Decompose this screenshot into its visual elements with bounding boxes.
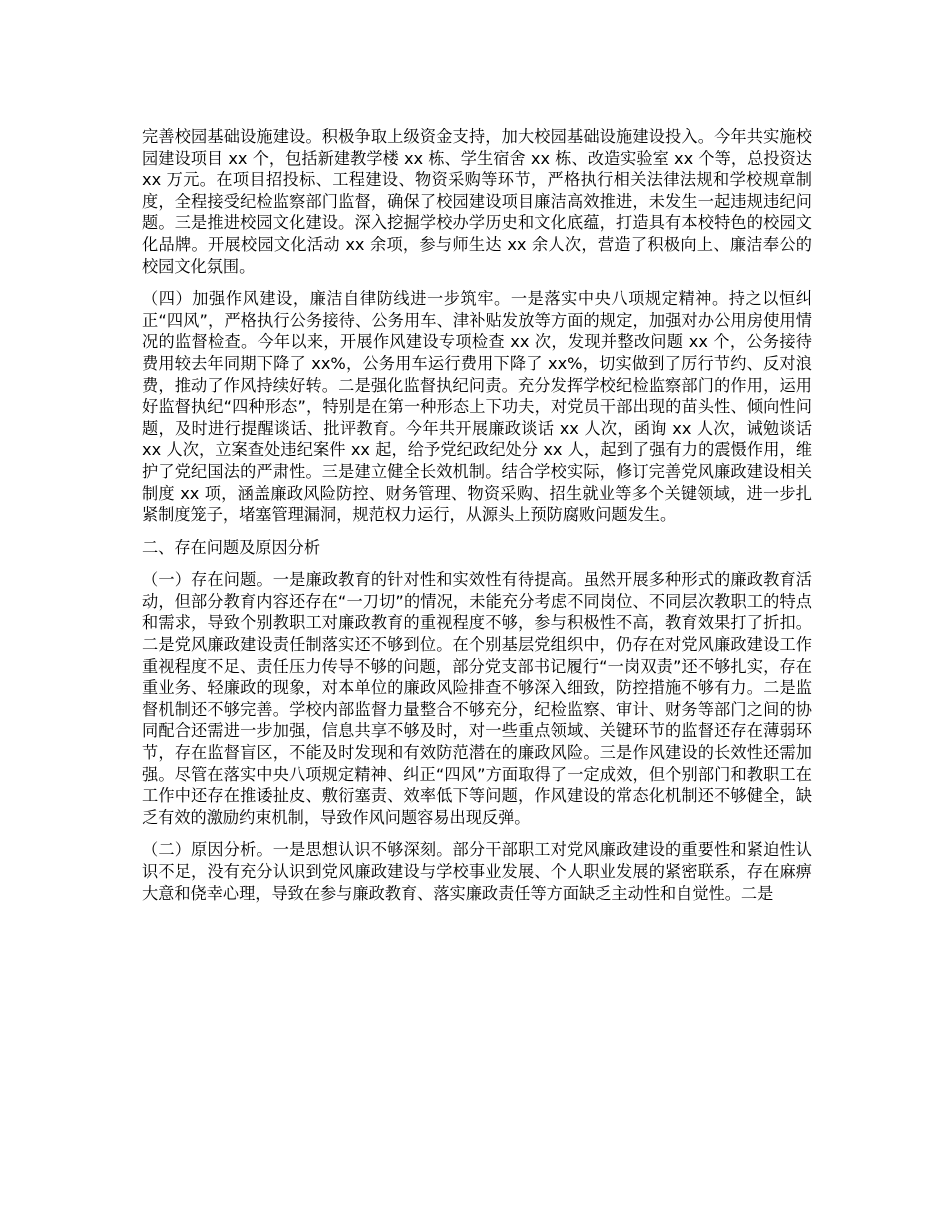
section-heading: 二、存在问题及原因分析 <box>142 537 321 557</box>
paragraph-cause-analysis: （二）原因分析。一是思想认识不够深刻。部分干部职工对党风廉政建设的重要性和紧迫性认识不足，没有充分认识到党风廉政建设与学校事业发展、个人职业发展的紧密联系，存在麻痹大意和侥幸心理，导致在参与廉政教育、落实廉政责任等方面缺乏主动性和自觉性。二是 <box>142 840 812 903</box>
paragraph-campus-construction: 完善校园基础设施建设。积极争取上级资金支持，加大校园基础设施建设投入。今年共实施校园建设项目 xx 个，包括新建教学楼 xx 栋、学生宿舍 xx 栋、改造实验室 xx 个等，总投资达 xx 万元。在项目招投标、工程建设、物资采购等环节，严格执行相关法律法规和学校规章制度，全程接受纪检监察部门监督，确保了校园建设项目廉洁高效推进，未发生一起违规违纪问题。三是推进校园文化建设。深入挖掘学校办学历史和文化底蕴，打造具有本校特色的校园文化品牌。开展校园文化活动 xx 余项，参与师生达 xx 余人次，营造了积极向上、廉洁奉公的校园文化氛围。 <box>142 127 812 276</box>
paragraph-work-style: （四）加强作风建设，廉洁自律防线进一步筑牢。一是落实中央八项规定精神。持之以恒纠正“四风”，严格执行公务接待、公务用车、津补贴发放等方面的规定，加强对办公用房使用情况的监督检查。今年以来，开展作风建设专项检查 xx 次，发现并整改问题 xx 个，公务接待费用较去年同期下降了 xx%，公务用车运行费用下降了 xx%，切实做到了厉行节约、反对浪费，推动了作风持续好转。二是强化监督执纪问责。充分发挥学校纪检监察部门的作用，运用好监督执纪“四种形态”，特别是在第一种形态上下功夫，对党员干部出现的苗头性、倾向性问题，及时进行提醒谈话、批评教育。今年共开展廉政谈话 xx 人次，函询 xx 人次，诫勉谈话 xx 人次，立案查处违纪案件 xx 起，给予党纪政纪处分 xx 人，起到了强有力的震慑作用，维护了党纪国法的严肃性。三是建立健全长效机制。结合学校实际，修订完善党风廉政建设相关制度 xx 项，涵盖廉政风险防控、财务管理、物资采购、招生就业等多个关键领域，进一步扎紧制度笼子，堵塞管理漏洞，规范权力运行，从源头上预防腐败问题发生。 <box>142 289 812 525</box>
document-page <box>142 126 812 915</box>
paragraph-existing-problems: （一）存在问题。一是廉政教育的针对性和实效性有待提高。虽然开展多种形式的廉政教育活动，但部分教育内容还存在“一刀切”的情况，未能充分考虑不同岗位、不同层次教职工的特点和需求，导致个别教职工对廉政教育的重视程度不够，参与积极性不高，教育效果打了折扣。二是党风廉政建设责任制落实还不够到位。在个别基层党组织中，仍存在对党风廉政建设工作重视程度不足、责任压力传导不够的问题，部分党支部书记履行“一岗双责”还不够扎实，存在重业务、轻廉政的现象，对本单位的廉政风险排查不够深入细致，防控措施不够有力。二是监督机制还不够完善。学校内部监督力量整合不够充分，纪检监察、审计、财务等部门之间的协同配合还需进一步加强，信息共享不够及时，对一些重点领域、关键环节的监督还存在薄弱环节，存在监督盲区，不能及时发现和有效防范潜在的廉政风险。三是作风建设的长效性还需加强。尽管在落实中央八项规定精神、纠正“四风”方面取得了一定成效，但个别部门和教职工在工作中还存在推诿扯皮、敷衍塞责、效率低下等问题，作风建设的常态化机制还不够健全，缺乏有效的激励约束机制，导致作风问题容易出现反弹。 <box>142 570 812 827</box>
